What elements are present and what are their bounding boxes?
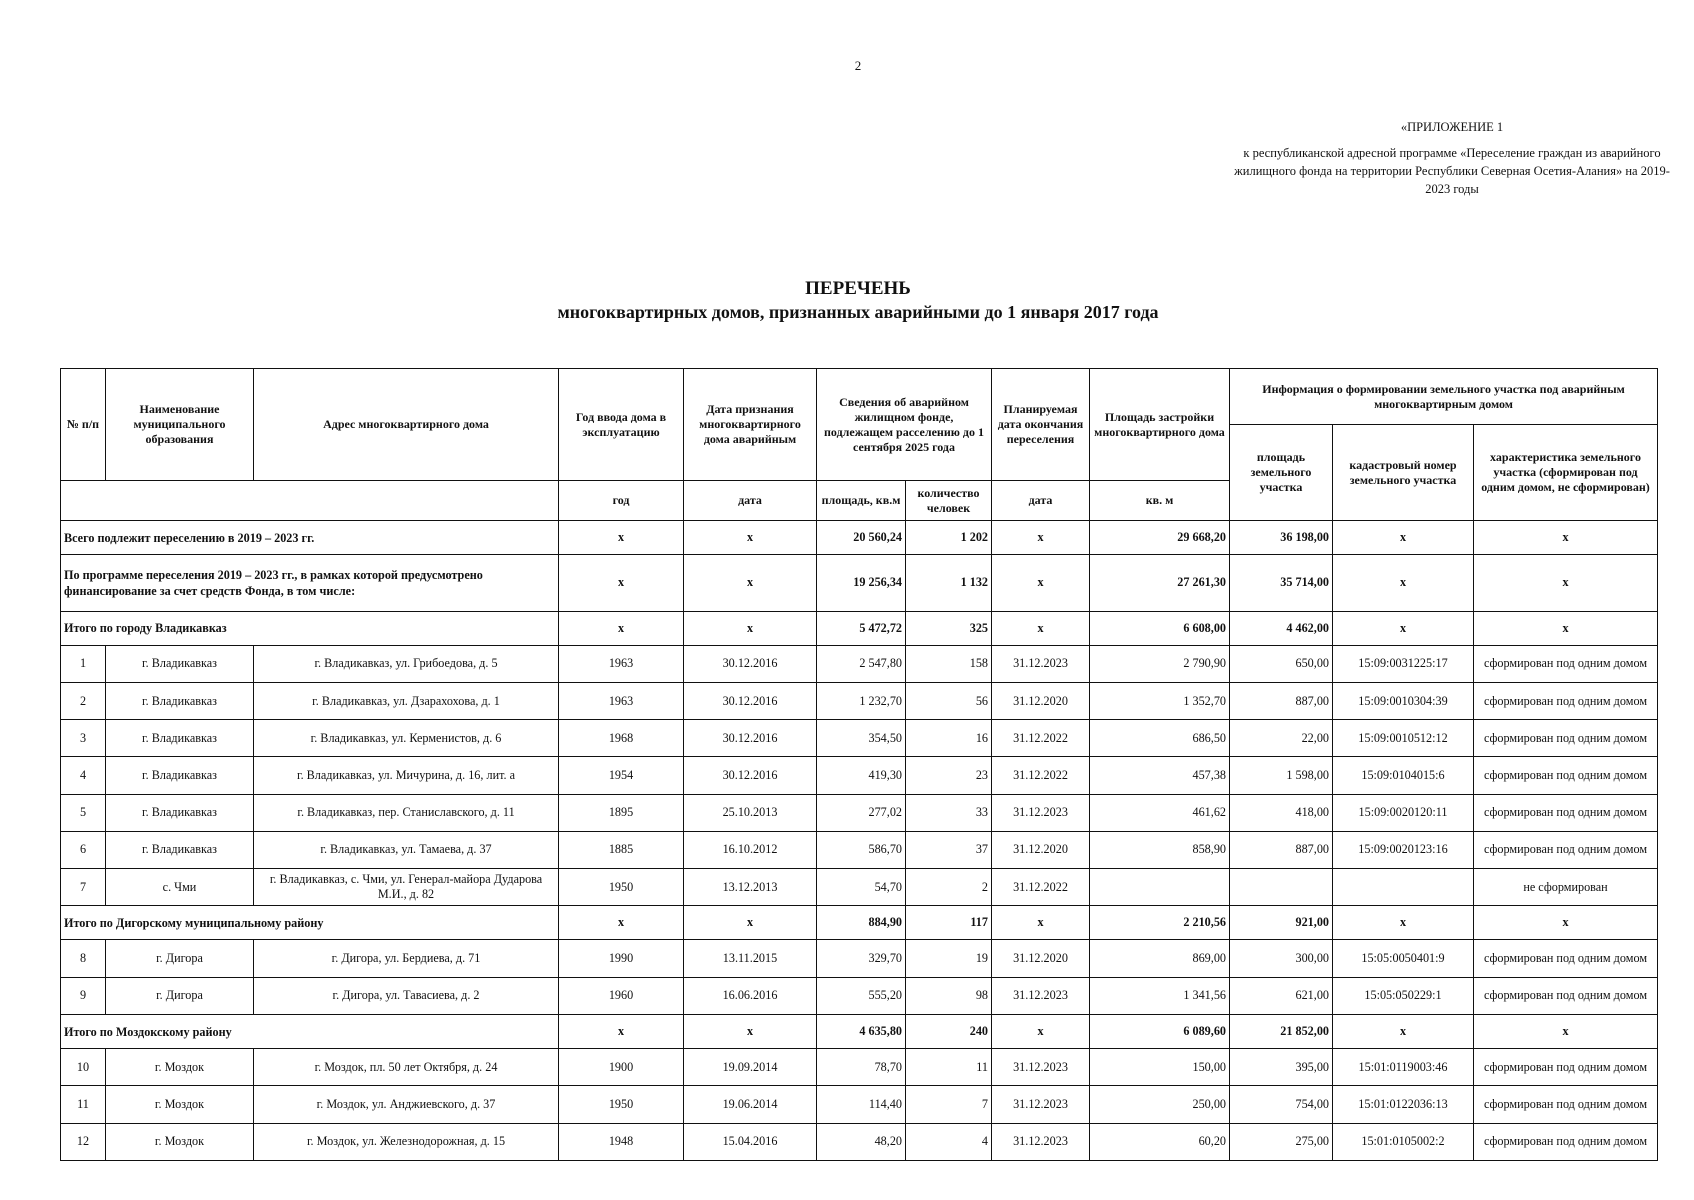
row-land-area: 621,00 bbox=[1230, 977, 1333, 1014]
header-address: Адрес многоквартирного дома bbox=[254, 369, 559, 481]
total-building-area: 2 210,56 bbox=[1090, 906, 1230, 940]
row-municipality: г. Дигора bbox=[106, 977, 254, 1014]
row-date: 30.12.2016 bbox=[684, 682, 817, 719]
row-cadastral: 15:09:0104015:6 bbox=[1333, 757, 1474, 794]
total-people: 1 132 bbox=[906, 555, 992, 611]
row-building-area: 461,62 bbox=[1090, 794, 1230, 831]
total-cadastral: x bbox=[1333, 1014, 1474, 1048]
row-year: 1963 bbox=[559, 682, 684, 719]
row-people: 2 bbox=[906, 869, 992, 906]
table-row bbox=[61, 831, 1658, 868]
total-char: x bbox=[1474, 555, 1658, 611]
header-municipality: Наименование муниципального образования bbox=[106, 369, 254, 481]
total-date: x bbox=[684, 555, 817, 611]
total-char: x bbox=[1474, 1014, 1658, 1048]
row-area: 329,70 bbox=[817, 940, 906, 977]
row-land-area: 22,00 bbox=[1230, 720, 1333, 757]
header-planned-date: Планируемая дата окончания переселения bbox=[992, 369, 1090, 481]
total-year: x bbox=[559, 611, 684, 645]
total-year: x bbox=[559, 521, 684, 555]
total-row-all bbox=[61, 521, 1658, 555]
total-year: x bbox=[559, 1014, 684, 1048]
row-area: 586,70 bbox=[817, 831, 906, 868]
total-building-area: 29 668,20 bbox=[1090, 521, 1230, 555]
row-date: 13.12.2013 bbox=[684, 869, 817, 906]
row-land-characteristic: сформирован под одним домом bbox=[1474, 977, 1658, 1014]
total-char: x bbox=[1474, 611, 1658, 645]
total-cadastral: x bbox=[1333, 906, 1474, 940]
header-land-info: Информация о формировании земельного участка под аварийным многоквартирным домом bbox=[1230, 369, 1658, 425]
row-land-characteristic: сформирован под одним домом bbox=[1474, 1049, 1658, 1086]
row-num: 11 bbox=[61, 1086, 106, 1123]
total-land-area: 35 714,00 bbox=[1230, 555, 1333, 611]
total-land-area: 4 462,00 bbox=[1230, 611, 1333, 645]
row-people: 19 bbox=[906, 940, 992, 977]
total-label: Итого по Моздокскому району bbox=[61, 1014, 559, 1048]
row-land-characteristic: сформирован под одним домом bbox=[1474, 794, 1658, 831]
table-row bbox=[61, 940, 1658, 977]
row-land-area: 887,00 bbox=[1230, 682, 1333, 719]
unit-people: количество человек bbox=[906, 481, 992, 521]
unit-area: площадь, кв.м bbox=[817, 481, 906, 521]
row-address: г. Владикавказ, ул. Керменистов, д. 6 bbox=[254, 720, 559, 757]
table-row bbox=[61, 1086, 1658, 1123]
row-area: 54,70 bbox=[817, 869, 906, 906]
row-address: г. Моздок, ул. Железнодорожная, д. 15 bbox=[254, 1123, 559, 1160]
total-area: 884,90 bbox=[817, 906, 906, 940]
row-planned: 31.12.2020 bbox=[992, 831, 1090, 868]
total-row-vladikavkaz bbox=[61, 611, 1658, 645]
total-char: x bbox=[1474, 521, 1658, 555]
header-cadastral: кадастровый номер земельного участка bbox=[1333, 425, 1474, 521]
row-land-characteristic: сформирован под одним домом bbox=[1474, 757, 1658, 794]
row-address: г. Дигора, ул. Тавасиева, д. 2 bbox=[254, 977, 559, 1014]
row-address: г. Моздок, пл. 50 лет Октября, д. 24 bbox=[254, 1049, 559, 1086]
row-municipality: г. Моздок bbox=[106, 1123, 254, 1160]
unit-year: год bbox=[559, 481, 684, 521]
row-building-area: 858,90 bbox=[1090, 831, 1230, 868]
row-municipality: г. Владикавказ bbox=[106, 645, 254, 682]
row-area: 78,70 bbox=[817, 1049, 906, 1086]
row-area: 277,02 bbox=[817, 794, 906, 831]
total-planned: x bbox=[992, 521, 1090, 555]
row-year: 1950 bbox=[559, 869, 684, 906]
row-building-area: 1 341,56 bbox=[1090, 977, 1230, 1014]
row-land-characteristic: сформирован под одним домом bbox=[1474, 940, 1658, 977]
row-date: 30.12.2016 bbox=[684, 757, 817, 794]
row-num: 9 bbox=[61, 977, 106, 1014]
row-people: 37 bbox=[906, 831, 992, 868]
total-planned: x bbox=[992, 1014, 1090, 1048]
total-char: x bbox=[1474, 906, 1658, 940]
row-date: 16.10.2012 bbox=[684, 831, 817, 868]
row-address: г. Дигора, ул. Бердиева, д. 71 bbox=[254, 940, 559, 977]
total-area: 19 256,34 bbox=[817, 555, 906, 611]
row-date: 19.06.2014 bbox=[684, 1086, 817, 1123]
row-municipality: г. Моздок bbox=[106, 1049, 254, 1086]
table-row bbox=[61, 757, 1658, 794]
appendix-title: «ПРИЛОЖЕНИЕ 1 bbox=[1400, 120, 1504, 134]
row-year: 1968 bbox=[559, 720, 684, 757]
row-land-area: 418,00 bbox=[1230, 794, 1333, 831]
row-land-area: 754,00 bbox=[1230, 1086, 1333, 1123]
row-date: 25.10.2013 bbox=[684, 794, 817, 831]
row-year: 1885 bbox=[559, 831, 684, 868]
appendix-note bbox=[1232, 118, 1672, 198]
row-land-area: 300,00 bbox=[1230, 940, 1333, 977]
row-year: 1954 bbox=[559, 757, 684, 794]
row-planned: 31.12.2023 bbox=[992, 1123, 1090, 1160]
row-area: 419,30 bbox=[817, 757, 906, 794]
header-land-area: площадь земельного участка bbox=[1230, 425, 1333, 521]
total-people: 1 202 bbox=[906, 521, 992, 555]
table-row bbox=[61, 794, 1658, 831]
row-area: 114,40 bbox=[817, 1086, 906, 1123]
table-row bbox=[61, 682, 1658, 719]
row-date: 13.11.2015 bbox=[684, 940, 817, 977]
total-label: По программе переселения 2019 – 2023 гг., в рамках которой предусмотрено финансирование за счет средств Фонда, в том числе: bbox=[61, 555, 559, 611]
table-row bbox=[61, 977, 1658, 1014]
total-year: x bbox=[559, 906, 684, 940]
row-address: г. Владикавказ, ул. Мичурина, д. 16, лит. а bbox=[254, 757, 559, 794]
header-spacer bbox=[61, 481, 559, 521]
total-date: x bbox=[684, 611, 817, 645]
row-municipality: г. Моздок bbox=[106, 1086, 254, 1123]
row-year: 1900 bbox=[559, 1049, 684, 1086]
total-land-area: 921,00 bbox=[1230, 906, 1333, 940]
row-building-area: 2 790,90 bbox=[1090, 645, 1230, 682]
row-land-area bbox=[1230, 869, 1333, 906]
row-land-characteristic: сформирован под одним домом bbox=[1474, 645, 1658, 682]
total-cadastral: x bbox=[1333, 611, 1474, 645]
row-date: 30.12.2016 bbox=[684, 720, 817, 757]
row-land-area: 395,00 bbox=[1230, 1049, 1333, 1086]
total-label: Итого по городу Владикавказ bbox=[61, 611, 559, 645]
document-title: ПЕРЕЧЕНЬ bbox=[805, 278, 911, 299]
row-num: 5 bbox=[61, 794, 106, 831]
row-planned: 31.12.2020 bbox=[992, 682, 1090, 719]
row-municipality: г. Владикавказ bbox=[106, 720, 254, 757]
row-people: 158 bbox=[906, 645, 992, 682]
row-year: 1895 bbox=[559, 794, 684, 831]
header-year-built: Год ввода дома в эксплуатацию bbox=[559, 369, 684, 481]
row-cadastral: 15:05:0050401:9 bbox=[1333, 940, 1474, 977]
row-municipality: с. Чми bbox=[106, 869, 254, 906]
row-address: г. Моздок, ул. Анджиевского, д. 37 bbox=[254, 1086, 559, 1123]
total-area: 5 472,72 bbox=[817, 611, 906, 645]
row-people: 33 bbox=[906, 794, 992, 831]
unit-building-area: кв. м bbox=[1090, 481, 1230, 521]
total-row-program bbox=[61, 555, 1658, 611]
row-planned: 31.12.2023 bbox=[992, 794, 1090, 831]
total-land-area: 36 198,00 bbox=[1230, 521, 1333, 555]
row-people: 23 bbox=[906, 757, 992, 794]
row-address: г. Владикавказ, ул. Дзарахохова, д. 1 bbox=[254, 682, 559, 719]
row-year: 1963 bbox=[559, 645, 684, 682]
total-area: 4 635,80 bbox=[817, 1014, 906, 1048]
unit-planned-date: дата bbox=[992, 481, 1090, 521]
total-cadastral: x bbox=[1333, 555, 1474, 611]
total-planned: x bbox=[992, 906, 1090, 940]
page-number: 2 bbox=[854, 58, 862, 73]
row-address: г. Владикавказ, с. Чми, ул. Генерал-майора Дударова М.И., д. 82 bbox=[254, 869, 559, 906]
total-date: x bbox=[684, 906, 817, 940]
total-people: 117 bbox=[906, 906, 992, 940]
row-municipality: г. Владикавказ bbox=[106, 794, 254, 831]
table-row bbox=[61, 869, 1658, 906]
row-municipality: г. Владикавказ bbox=[106, 757, 254, 794]
document-subtitle: многоквартирных домов, признанных аварийными до 1 января 2017 года bbox=[557, 302, 1159, 322]
total-row-mozdok bbox=[61, 1014, 1658, 1048]
header-date-recognized: Дата признания многоквартирного дома аварийным bbox=[684, 369, 817, 481]
row-people: 56 bbox=[906, 682, 992, 719]
row-land-characteristic: сформирован под одним домом bbox=[1474, 1123, 1658, 1160]
row-building-area: 869,00 bbox=[1090, 940, 1230, 977]
row-planned: 31.12.2023 bbox=[992, 977, 1090, 1014]
row-date: 30.12.2016 bbox=[684, 645, 817, 682]
row-address: г. Владикавказ, ул. Тамаева, д. 37 bbox=[254, 831, 559, 868]
total-label: Всего подлежит переселению в 2019 – 2023 гг. bbox=[61, 521, 559, 555]
row-municipality: г. Владикавказ bbox=[106, 831, 254, 868]
row-land-area: 887,00 bbox=[1230, 831, 1333, 868]
row-land-characteristic: сформирован под одним домом bbox=[1474, 1086, 1658, 1123]
row-cadastral bbox=[1333, 869, 1474, 906]
row-cadastral: 15:01:0105002:2 bbox=[1333, 1123, 1474, 1160]
row-cadastral: 15:09:0010304:39 bbox=[1333, 682, 1474, 719]
total-building-area: 27 261,30 bbox=[1090, 555, 1230, 611]
row-people: 98 bbox=[906, 977, 992, 1014]
row-num: 4 bbox=[61, 757, 106, 794]
row-area: 2 547,80 bbox=[817, 645, 906, 682]
table-row bbox=[61, 1123, 1658, 1160]
header-building-area: Площадь застройки многоквартирного дома bbox=[1090, 369, 1230, 481]
row-date: 15.04.2016 bbox=[684, 1123, 817, 1160]
header-emergency-info: Сведения об аварийном жилищном фонде, подлежащем расселению до 1 сентября 2025 года bbox=[817, 369, 992, 481]
row-building-area: 1 352,70 bbox=[1090, 682, 1230, 719]
total-building-area: 6 089,60 bbox=[1090, 1014, 1230, 1048]
row-year: 1948 bbox=[559, 1123, 684, 1160]
header-land-characteristic: характеристика земельного участка (сформирован под одним домом, не сформирован) bbox=[1474, 425, 1658, 521]
row-building-area: 457,38 bbox=[1090, 757, 1230, 794]
row-building-area: 686,50 bbox=[1090, 720, 1230, 757]
row-address: г. Владикавказ, пер. Станиславского, д. 11 bbox=[254, 794, 559, 831]
row-land-characteristic: сформирован под одним домом bbox=[1474, 682, 1658, 719]
row-land-characteristic: не сформирован bbox=[1474, 869, 1658, 906]
row-building-area: 60,20 bbox=[1090, 1123, 1230, 1160]
table-row bbox=[61, 645, 1658, 682]
row-planned: 31.12.2022 bbox=[992, 757, 1090, 794]
total-date: x bbox=[684, 521, 817, 555]
row-cadastral: 15:09:0020120:11 bbox=[1333, 794, 1474, 831]
row-num: 6 bbox=[61, 831, 106, 868]
total-planned: x bbox=[992, 555, 1090, 611]
total-people: 325 bbox=[906, 611, 992, 645]
table-row bbox=[61, 1049, 1658, 1086]
row-people: 7 bbox=[906, 1086, 992, 1123]
row-area: 354,50 bbox=[817, 720, 906, 757]
row-building-area: 250,00 bbox=[1090, 1086, 1230, 1123]
row-building-area: 150,00 bbox=[1090, 1049, 1230, 1086]
row-planned: 31.12.2022 bbox=[992, 720, 1090, 757]
row-num: 8 bbox=[61, 940, 106, 977]
total-row-digora bbox=[61, 906, 1658, 940]
row-num: 12 bbox=[61, 1123, 106, 1160]
row-cadastral: 15:09:0010512:12 bbox=[1333, 720, 1474, 757]
row-num: 2 bbox=[61, 682, 106, 719]
row-land-area: 650,00 bbox=[1230, 645, 1333, 682]
row-people: 4 bbox=[906, 1123, 992, 1160]
appendix-text: к республиканской адресной программе «Переселение граждан из аварийного жилищного фонда на территории Республики Северная Осетия-Алания» на 2019-2023 годы bbox=[1234, 146, 1670, 196]
row-year: 1950 bbox=[559, 1086, 684, 1123]
row-land-area: 1 598,00 bbox=[1230, 757, 1333, 794]
row-cadastral: 15:01:0122036:13 bbox=[1333, 1086, 1474, 1123]
row-area: 48,20 bbox=[817, 1123, 906, 1160]
row-people: 16 bbox=[906, 720, 992, 757]
total-people: 240 bbox=[906, 1014, 992, 1048]
row-municipality: г. Владикавказ bbox=[106, 682, 254, 719]
row-date: 19.09.2014 bbox=[684, 1049, 817, 1086]
row-land-characteristic: сформирован под одним домом bbox=[1474, 831, 1658, 868]
row-num: 3 bbox=[61, 720, 106, 757]
row-cadastral: 15:09:0020123:16 bbox=[1333, 831, 1474, 868]
row-building-area bbox=[1090, 869, 1230, 906]
row-municipality: г. Дигора bbox=[106, 940, 254, 977]
row-year: 1960 bbox=[559, 977, 684, 1014]
total-area: 20 560,24 bbox=[817, 521, 906, 555]
row-planned: 31.12.2023 bbox=[992, 645, 1090, 682]
table-body bbox=[61, 521, 1658, 1161]
row-num: 10 bbox=[61, 1049, 106, 1086]
total-planned: x bbox=[992, 611, 1090, 645]
total-building-area: 6 608,00 bbox=[1090, 611, 1230, 645]
total-label: Итого по Дигорскому муниципальному району bbox=[61, 906, 559, 940]
row-planned: 31.12.2020 bbox=[992, 940, 1090, 977]
header-num: № п/п bbox=[61, 369, 106, 481]
row-land-area: 275,00 bbox=[1230, 1123, 1333, 1160]
total-year: x bbox=[559, 555, 684, 611]
table-row bbox=[61, 720, 1658, 757]
row-cadastral: 15:05:050229:1 bbox=[1333, 977, 1474, 1014]
row-people: 11 bbox=[906, 1049, 992, 1086]
row-area: 1 232,70 bbox=[817, 682, 906, 719]
unit-date: дата bbox=[684, 481, 817, 521]
row-land-characteristic: сформирован под одним домом bbox=[1474, 720, 1658, 757]
row-date: 16.06.2016 bbox=[684, 977, 817, 1014]
row-cadastral: 15:01:0119003:46 bbox=[1333, 1049, 1474, 1086]
row-address: г. Владикавказ, ул. Грибоедова, д. 5 bbox=[254, 645, 559, 682]
row-cadastral: 15:09:0031225:17 bbox=[1333, 645, 1474, 682]
row-year: 1990 bbox=[559, 940, 684, 977]
housing-register-table bbox=[60, 368, 1658, 1161]
row-num: 7 bbox=[61, 869, 106, 906]
row-planned: 31.12.2023 bbox=[992, 1049, 1090, 1086]
row-area: 555,20 bbox=[817, 977, 906, 1014]
table-header bbox=[61, 369, 1658, 521]
row-planned: 31.12.2023 bbox=[992, 1086, 1090, 1123]
total-date: x bbox=[684, 1014, 817, 1048]
total-land-area: 21 852,00 bbox=[1230, 1014, 1333, 1048]
total-cadastral: x bbox=[1333, 521, 1474, 555]
row-num: 1 bbox=[61, 645, 106, 682]
row-planned: 31.12.2022 bbox=[992, 869, 1090, 906]
